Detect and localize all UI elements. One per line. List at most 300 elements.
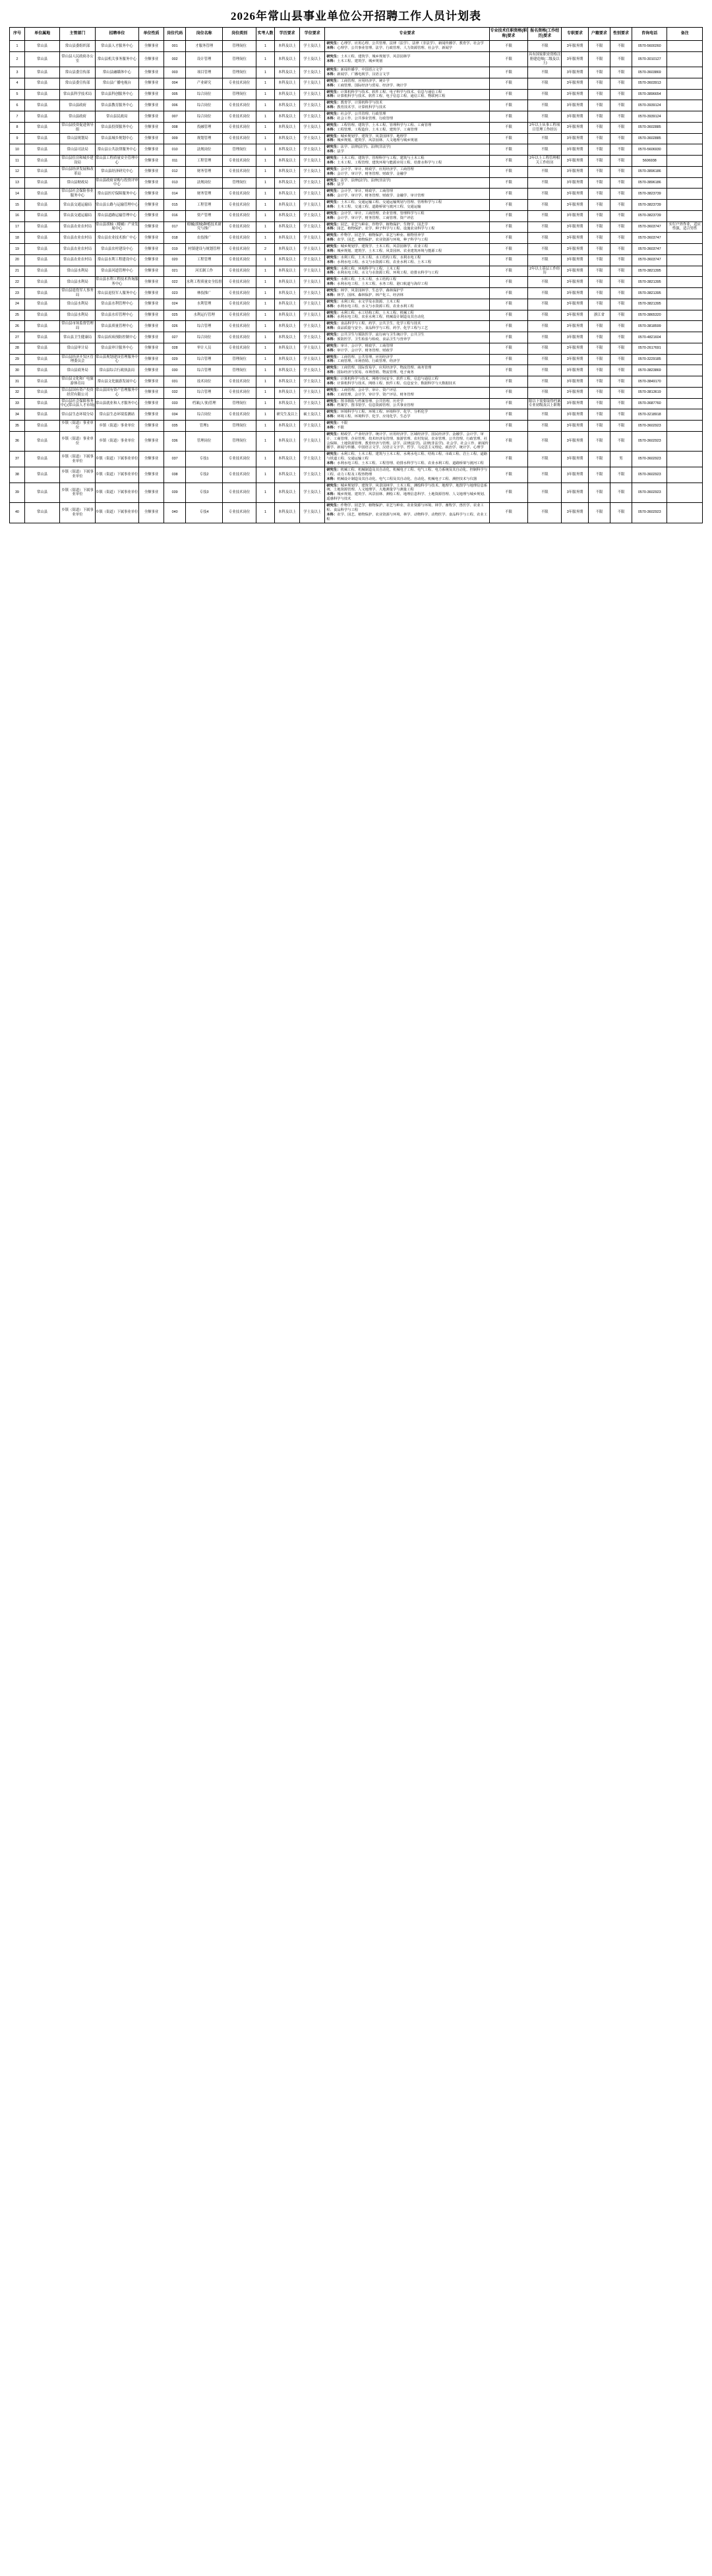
- cell-title: 不限: [489, 122, 528, 133]
- cell-post: 综合管理: [186, 354, 223, 365]
- cell-no: 3: [10, 67, 25, 78]
- cell-major: 研究生：土木工程、交通运输工程、交通运输规划与管理、管理科学与工程 本科：土木工程、交通工程、道路桥梁与渡河工程、交通运输: [325, 200, 489, 211]
- cell-title: 不限: [489, 299, 528, 310]
- cell-type: 专业技术岗位: [223, 189, 256, 200]
- cell-tel: 0570-3603913: [632, 78, 667, 89]
- cell-no: 25: [10, 310, 25, 321]
- cell-area: 常山县: [24, 144, 59, 156]
- cell-major: 研究生：新闻传播学、中国语言文学 本科：新闻学、广播电视学、汉语言文学: [325, 67, 489, 78]
- cell-nature: 全额事业: [138, 387, 163, 398]
- cell-remark: [667, 354, 703, 365]
- cell-exp: 限以下需要取得档案专业初级及以上职称: [528, 398, 562, 409]
- cell-code: 011: [164, 156, 186, 167]
- cell-fulltime: 3年服务期: [562, 452, 589, 467]
- cell-post: 综合岗位: [186, 100, 223, 111]
- table-row: [10, 111, 703, 123]
- cell-post: 项目管理: [186, 67, 223, 78]
- cell-hukou: 不限: [588, 376, 610, 388]
- cell-type: 专业技术岗位: [223, 409, 256, 421]
- cell-degree: 学士及以上: [300, 200, 325, 211]
- cell-degree: 学士及以上: [300, 166, 325, 177]
- cell-area: 常山县: [24, 452, 59, 467]
- cell-exp: 不限: [528, 254, 562, 266]
- cell-major: 研究生：社会学、公共管理、行政管理 本科：社会工作、公共事业管理、行政管理: [325, 111, 489, 123]
- cell-dept: 常山县经济开发区管理委员会: [60, 354, 95, 365]
- cell-hukou: 不限: [588, 51, 610, 67]
- cell-edu: 本科及以上: [275, 233, 300, 244]
- cell-hukou: 不限: [588, 78, 610, 89]
- cell-area: 常山县: [24, 409, 59, 421]
- table-row: [10, 503, 703, 523]
- cell-edu: 本科及以上: [275, 156, 300, 167]
- cell-exp: 不限: [528, 452, 562, 467]
- cell-code: 014: [164, 189, 186, 200]
- cell-unit: 常山县水库管理中心: [95, 310, 138, 321]
- col-post: 岗位名称: [186, 28, 223, 41]
- cell-num: 1: [256, 483, 275, 503]
- cell-hukou: 不限: [588, 266, 610, 277]
- cell-title: 不限: [489, 288, 528, 299]
- cell-title: 不限: [489, 503, 528, 523]
- cell-code: 039: [164, 483, 186, 503]
- cell-nature: 全额事业: [138, 299, 163, 310]
- table-row: [10, 156, 703, 167]
- cell-edu: 本科及以上: [275, 41, 300, 52]
- cell-major: 研究生：不限 本科：不限: [325, 421, 489, 432]
- cell-fulltime: 3年服务期: [562, 111, 589, 123]
- cell-num: 1: [256, 51, 275, 67]
- cell-major: 研究生：作物学、园艺学、植物保护、农艺与种业、农业资源与环境、林学、畜牧学、兽医学、农业工程、食品科学与工程 本科：农学、园艺、植物保护、农业资源与环境、林学、动物科学、动物医学、食品科学与工程、农业工程: [325, 503, 489, 523]
- cell-edu: 本科及以上: [275, 189, 300, 200]
- cell-fulltime: 3年服务期: [562, 483, 589, 503]
- table-row: [10, 321, 703, 332]
- cell-num: 1: [256, 321, 275, 332]
- cell-area: 常山县: [24, 111, 59, 123]
- cell-title: 不限: [489, 67, 528, 78]
- cell-hukou: 不限: [588, 67, 610, 78]
- cell-post: 村镇建设与规划管理: [186, 244, 223, 255]
- cell-tel: 0570-3603747: [632, 254, 667, 266]
- cell-area: 常山县: [24, 122, 59, 133]
- cell-remark: [667, 343, 703, 354]
- table-row: [10, 354, 703, 365]
- cell-type: 专业技术岗位: [223, 233, 256, 244]
- cell-edu: 本科及以上: [275, 111, 300, 123]
- cell-edu: 本科及以上: [275, 483, 300, 503]
- cell-area: 常山县: [24, 210, 59, 221]
- cell-tel: 0570-3821395: [632, 266, 667, 277]
- cell-gender: 不限: [610, 503, 632, 523]
- cell-edu: 本科及以上: [275, 467, 300, 483]
- cell-post: 林技推广: [186, 288, 223, 299]
- cell-nature: 全额事业: [138, 409, 163, 421]
- cell-gender: 不限: [610, 343, 632, 354]
- cell-nature: 全额事业: [138, 421, 163, 432]
- cell-nature: 全额事业: [138, 398, 163, 409]
- cell-edu: 本科及以上: [275, 421, 300, 432]
- cell-nature: 全额事业: [138, 189, 163, 200]
- cell-remark: [667, 452, 703, 467]
- cell-nature: 全额事业: [138, 467, 163, 483]
- cell-num: 1: [256, 299, 275, 310]
- cell-degree: 学士及以上: [300, 177, 325, 189]
- cell-title: 不限: [489, 483, 528, 503]
- col-tel: 咨询电话: [632, 28, 667, 41]
- cell-post: 工程管理: [186, 254, 223, 266]
- cell-nature: 全额事业: [138, 332, 163, 343]
- table-row: [10, 254, 703, 266]
- cell-remark: [667, 156, 703, 167]
- cell-edu: 本科及以上: [275, 144, 300, 156]
- table-row: [10, 387, 703, 398]
- cell-post: 河长制工作: [186, 266, 223, 277]
- col-nature: 单位性质: [138, 28, 163, 41]
- cell-title: 不限: [489, 166, 528, 177]
- cell-exp: 不限: [528, 144, 562, 156]
- cell-fulltime: 3年服务期: [562, 376, 589, 388]
- cell-title: 不限: [489, 189, 528, 200]
- cell-unit: 常山县水利管理中心: [95, 299, 138, 310]
- cell-gender: 不限: [610, 431, 632, 452]
- cell-degree: 学士及以上: [300, 431, 325, 452]
- cell-code: 023: [164, 288, 186, 299]
- cell-hukou: 不限: [588, 233, 610, 244]
- cell-remark: [667, 321, 703, 332]
- cell-remark: [667, 210, 703, 221]
- cell-fulltime: 3年服务期: [562, 177, 589, 189]
- table-row: [10, 277, 703, 288]
- cell-hukou: 不限: [588, 409, 610, 421]
- cell-num: 1: [256, 387, 275, 398]
- cell-title: 不限: [489, 233, 528, 244]
- cell-fulltime: 3年服务期: [562, 266, 589, 277]
- cell-title: 不限: [489, 144, 528, 156]
- cell-remark: [667, 288, 703, 299]
- cell-hukou: 不限: [588, 431, 610, 452]
- cell-area: 常山县: [24, 177, 59, 189]
- cell-post: 法规岗位: [186, 144, 223, 156]
- cell-fulltime: 3年服务期: [562, 310, 589, 321]
- cell-num: 1: [256, 67, 275, 78]
- cell-edu: 本科及以上: [275, 365, 300, 376]
- cell-edu: 本科及以上: [275, 89, 300, 100]
- cell-post: 技术岗位: [186, 376, 223, 388]
- cell-dept: 常山县生态环境分局: [60, 409, 95, 421]
- cell-edu: 本科及以上: [275, 266, 300, 277]
- cell-dept: 常山县财政局: [60, 177, 95, 189]
- cell-gender: 男: [610, 452, 632, 467]
- cell-no: 38: [10, 467, 25, 483]
- cell-num: 1: [256, 111, 275, 123]
- cell-dept: 常山县商务局: [60, 365, 95, 376]
- cell-title: 不限: [489, 254, 528, 266]
- cell-type: 管理岗位: [223, 354, 256, 365]
- cell-no: 28: [10, 343, 25, 354]
- cell-code: 038: [164, 467, 186, 483]
- cell-num: 1: [256, 210, 275, 221]
- cell-num: 2: [256, 244, 275, 255]
- cell-gender: 不限: [610, 409, 632, 421]
- cell-gender: 不限: [610, 144, 632, 156]
- cell-num: 1: [256, 166, 275, 177]
- cell-code: 015: [164, 200, 186, 211]
- cell-hukou: 不限: [588, 133, 610, 144]
- cell-edu: 本科及以上: [275, 354, 300, 365]
- cell-unit: 常山县文化旅游发展中心: [95, 376, 138, 388]
- cell-tel: 0570-3603869: [632, 67, 667, 78]
- cell-area: 常山县: [24, 299, 59, 310]
- cell-fulltime: 3年服务期: [562, 321, 589, 332]
- cell-fulltime: 3年服务期: [562, 51, 589, 67]
- table-row: [10, 210, 703, 221]
- cell-area: 常山县: [24, 277, 59, 288]
- cell-gender: 不限: [610, 51, 632, 67]
- cell-degree: 学士及以上: [300, 67, 325, 78]
- cell-title: 不限: [489, 421, 528, 432]
- cell-edu: 本科及以上: [275, 133, 300, 144]
- cell-unit: 常山县公路与运输管理中心: [95, 200, 138, 211]
- cell-nature: 全额事业: [138, 343, 163, 354]
- cell-remark: [667, 122, 703, 133]
- cell-area: 常山县: [24, 343, 59, 354]
- cell-major: 研究生：作物学、园艺学、植物保护、农艺与种业、植物营养学 本科：农学、园艺、植物保护、农业资源与环境、种子科学与工程: [325, 233, 489, 244]
- cell-area: 常山县: [24, 89, 59, 100]
- cell-major: 研究生：审计、会计学、财政学、工商管理 本科：审计学、会计学、财务管理、财政学: [325, 343, 489, 354]
- cell-degree: 学士及以上: [300, 365, 325, 376]
- cell-title: 不限: [489, 100, 528, 111]
- cell-exp: 不限: [528, 288, 562, 299]
- cell-major: 研究生：城乡规划学、建筑学、土木工程、风景园林学、农业工程 本科：城乡规划、建筑学、土木工程、风景园林、农业建筑环境与能源工程: [325, 244, 489, 255]
- cell-major: 研究生：工商管理、公共管理、应用经济学 本科：工商管理、市场营销、行政管理、经济学: [325, 354, 489, 365]
- cell-major: 研究生：土木工程、建筑学、管理科学与工程、建筑与土木工程 本科：土木工程、工程管理、建筑环境与能源应用工程、给排水科学与工程: [325, 156, 489, 167]
- col-type: 岗位类别: [223, 28, 256, 41]
- cell-degree: 学士及以上: [300, 503, 325, 523]
- cell-hukou: 不限: [588, 277, 610, 288]
- cell-hukou: 不限: [588, 332, 610, 343]
- cell-unit: 常山县民政局: [95, 111, 138, 123]
- cell-remark: [667, 376, 703, 388]
- cell-tel: 0570-3010127: [632, 51, 667, 67]
- cell-num: 1: [256, 332, 275, 343]
- cell-major: 研究生：教育学、计算机科学与技术 本科：教育技术学、计算机科学与技术: [325, 100, 489, 111]
- cell-no: 20: [10, 254, 25, 266]
- cell-exp: 2年以上从事工程项目管理工作经历: [528, 122, 562, 133]
- table-head: [10, 28, 703, 41]
- cell-code: 008: [164, 122, 186, 133]
- cell-fulltime: 3年服务期: [562, 210, 589, 221]
- cell-no: 17: [10, 221, 25, 233]
- cell-degree: 学士及以上: [300, 332, 325, 343]
- cell-num: 1: [256, 376, 275, 388]
- col-exp: 报名资格(工作经历)要求: [528, 28, 562, 41]
- cell-edu: 本科及以上: [275, 387, 300, 398]
- cell-hukou: 不限: [588, 111, 610, 123]
- cell-unit: 常山县审计服务中心: [95, 343, 138, 354]
- cell-remark: [667, 277, 703, 288]
- cell-dept: 常山县审计局: [60, 343, 95, 354]
- cell-no: 37: [10, 452, 25, 467]
- cell-code: 016: [164, 210, 186, 221]
- cell-area: 常山县: [24, 166, 59, 177]
- cell-fulltime: 3年服务期: [562, 254, 589, 266]
- cell-num: 1: [256, 189, 275, 200]
- cell-hukou: 不限: [588, 452, 610, 467]
- cell-major: 研究生：水利工程、水工结构工程、土木工程、机械工程 本科：水利水电工程、农业水利工程、机械设计制造及其自动化: [325, 310, 489, 321]
- cell-fulltime: 3年服务期: [562, 354, 589, 365]
- cell-exp: 不限: [528, 166, 562, 177]
- cell-post: 工程管理: [186, 156, 223, 167]
- cell-remark: [667, 409, 703, 421]
- cell-nature: 全额事业: [138, 288, 163, 299]
- cell-remark: [667, 467, 703, 483]
- cell-dept: 常山县司法局: [60, 144, 95, 156]
- cell-area: 常山县: [24, 467, 59, 483]
- cell-no: 4: [10, 78, 25, 89]
- cell-fulltime: 3年服务期: [562, 503, 589, 523]
- col-num: 实考人数: [256, 28, 275, 41]
- cell-title: 不限: [489, 310, 528, 321]
- cell-unit: 常山县道路运输管理中心: [95, 210, 138, 221]
- cell-fulltime: 3年服务期: [562, 189, 589, 200]
- cell-hukou: 不限: [588, 89, 610, 100]
- cell-num: 1: [256, 277, 275, 288]
- cell-code: 001: [164, 41, 186, 52]
- table-row: [10, 78, 703, 89]
- cell-hukou: 不限: [588, 100, 610, 111]
- cell-gender: 不限: [610, 299, 632, 310]
- cell-type: 专业技术岗位: [223, 111, 256, 123]
- cell-type: 专业技术岗位: [223, 299, 256, 310]
- cell-major: 研究生：水利工程、环境科学与工程、土木工程 本科：水利水电工程、水文与水资源工程、环境工程、给排水科学与工程: [325, 266, 489, 277]
- cell-nature: 全额事业: [138, 483, 163, 503]
- cell-exp: 不限: [528, 467, 562, 483]
- cell-title: 不限: [489, 210, 528, 221]
- cell-exp: 2年以上基层工作经历: [528, 266, 562, 277]
- cell-dept: 常山县农业农村局: [60, 233, 95, 244]
- cell-code: 010: [164, 144, 186, 156]
- cell-area: 常山县: [24, 233, 59, 244]
- cell-degree: 硕士及以上: [300, 409, 325, 421]
- cell-gender: 不限: [610, 365, 632, 376]
- cell-title: 不限: [489, 41, 528, 52]
- cell-code: 021: [164, 266, 186, 277]
- cell-nature: 全额事业: [138, 156, 163, 167]
- cell-num: 1: [256, 41, 275, 52]
- cell-fulltime: 3年服务期: [562, 89, 589, 100]
- cell-code: 028: [164, 343, 186, 354]
- cell-fulltime: 3年服务期: [562, 365, 589, 376]
- cell-title: 不限: [489, 111, 528, 123]
- cell-area: 常山县: [24, 483, 59, 503]
- cell-gender: 不限: [610, 244, 632, 255]
- cell-num: 1: [256, 503, 275, 523]
- cell-type: 专业技术岗位: [223, 452, 256, 467]
- cell-nature: 全额事业: [138, 452, 163, 467]
- cell-gender: 不限: [610, 277, 632, 288]
- cell-dept: 常山县文化和广电旅游体育局: [60, 376, 95, 388]
- cell-fulltime: 3年服务期: [562, 144, 589, 156]
- cell-remark: [667, 233, 703, 244]
- cell-no: 7: [10, 111, 25, 123]
- table-row: [10, 376, 703, 388]
- cell-degree: 学士及以上: [300, 89, 325, 100]
- cell-area: 常山县: [24, 41, 59, 52]
- cell-code: 017: [164, 221, 186, 233]
- cell-exp: 不限: [528, 376, 562, 388]
- cell-dept: 常山县农业农村局: [60, 244, 95, 255]
- cell-dept: 常山县科学技术局: [60, 89, 95, 100]
- cell-num: 1: [256, 365, 275, 376]
- cell-remark: [667, 133, 703, 144]
- cell-title: 不限: [489, 89, 528, 100]
- cell-dept: 常山县社会保险事业服务中心: [60, 189, 95, 200]
- table-row: [10, 233, 703, 244]
- cell-dept: 常山县交通运输局: [60, 210, 95, 221]
- cell-fulltime: 3年服务期: [562, 67, 589, 78]
- cell-remark: [667, 41, 703, 52]
- cell-gender: 不限: [610, 398, 632, 409]
- cell-nature: 全额事业: [138, 244, 163, 255]
- cell-degree: 学士及以上: [300, 452, 325, 467]
- cell-nature: 全额事业: [138, 100, 163, 111]
- cell-type: 专业技术岗位: [223, 200, 256, 211]
- cell-tel: 0570-3603747: [632, 221, 667, 233]
- cell-type: 管理岗位: [223, 41, 256, 52]
- cell-area: 常山县: [24, 51, 59, 67]
- cell-type: 管理岗位: [223, 398, 256, 409]
- cell-title: 不限: [489, 51, 528, 67]
- cell-nature: 全额事业: [138, 89, 163, 100]
- cell-type: 专业技术岗位: [223, 376, 256, 388]
- cell-remark: [667, 144, 703, 156]
- col-major: 专业要求: [325, 28, 489, 41]
- cell-code: 033: [164, 398, 186, 409]
- cell-edu: 本科及以上: [275, 431, 300, 452]
- cell-edu: 研究生及以上: [275, 409, 300, 421]
- cell-major: 研究生：食品科学与工程、药学、公共卫生、化学工程与技术 本科：食品质量与安全、食品科学与工程、药学、化学工程与工艺: [325, 321, 489, 332]
- cell-area: 常山县: [24, 133, 59, 144]
- cell-major: 研究生：公共卫生与预防医学、流行病与卫生统计学、公共卫生 本科：预防医学、卫生检验与检疫、食品卫生与营养学: [325, 332, 489, 343]
- cell-remark: [667, 387, 703, 398]
- cell-code: 003: [164, 67, 186, 78]
- cell-title: 不限: [489, 398, 528, 409]
- table-row: [10, 144, 703, 156]
- cell-code: 024: [164, 299, 186, 310]
- cell-type: 专业技术岗位: [223, 221, 256, 233]
- cell-major: 研究生：工商管理、应用经济学、统计学 本科：工商管理、国际经济与贸易、经济学、统计学: [325, 78, 489, 89]
- col-hukou: 户籍要求: [588, 28, 610, 41]
- cell-edu: 本科及以上: [275, 376, 300, 388]
- cell-remark: [667, 189, 703, 200]
- cell-dept: 常山县政府: [60, 100, 95, 111]
- cell-no: 24: [10, 299, 25, 310]
- cell-num: 1: [256, 254, 275, 266]
- cell-unit: 常山县水利工程技术咨询服务中心: [95, 277, 138, 288]
- cell-unit: 常山县规划建设管理服务中心: [95, 354, 138, 365]
- cell-fulltime: 3年服务期: [562, 431, 589, 452]
- cell-hukou: 不限: [588, 144, 610, 156]
- recruitment-plan-table: [9, 27, 703, 523]
- cell-major: 研究生：计算机科学与技术、网络空间安全、软件工程、信息与通信工程 本科：计算机科学与技术、网络工程、软件工程、信息安全、数据科学与大数据技术: [325, 376, 489, 388]
- cell-remark: [667, 51, 703, 67]
- cell-edu: 本科及以上: [275, 398, 300, 409]
- cell-degree: 学士及以上: [300, 189, 325, 200]
- cell-post: 综合管理: [186, 365, 223, 376]
- cell-gender: 不限: [610, 41, 632, 52]
- cell-num: 1: [256, 452, 275, 467]
- cell-area: 常山县: [24, 254, 59, 266]
- cell-type: 专业技术岗位: [223, 387, 256, 398]
